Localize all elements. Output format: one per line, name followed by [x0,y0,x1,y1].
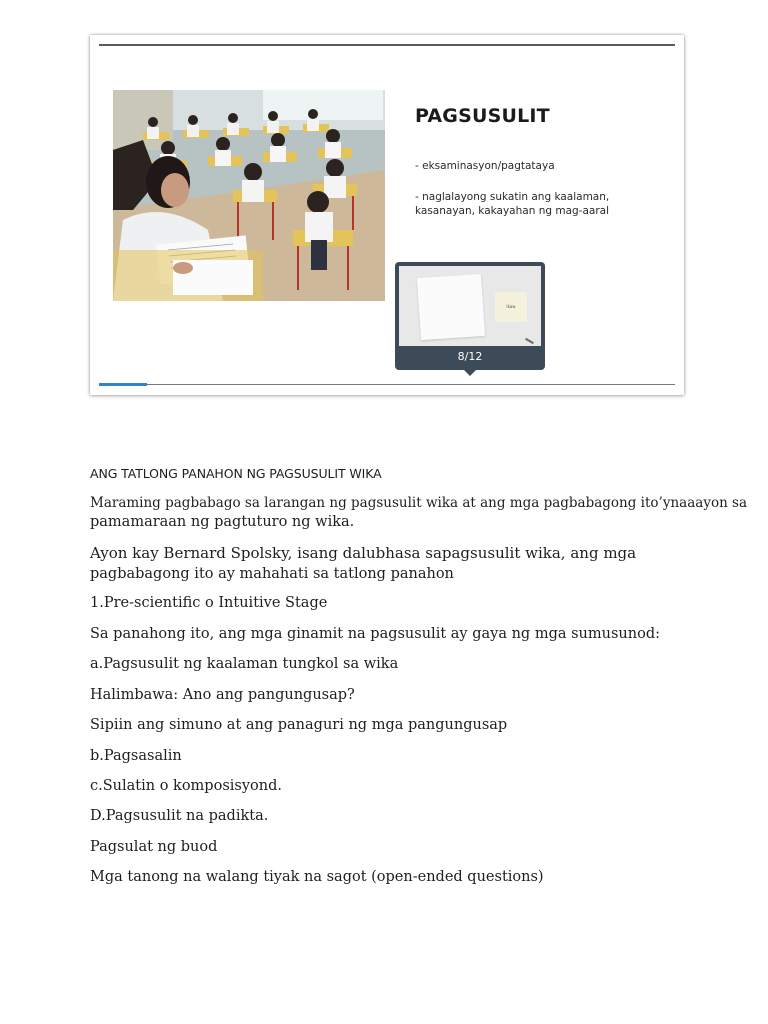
slide-top-rule [99,44,675,46]
paper-sheet [417,274,485,340]
section-heading: ANG TATLONG PANAHON NG PAGSUSULIT WIKA [90,466,382,481]
pen-icon [525,338,534,344]
note-card: Ikaw [495,292,527,322]
list-item: b.Pagsasalin [90,748,182,764]
list-item: Mga tanong na walang tiyak na sagot (open-ended questions) [90,869,544,885]
paragraph-line: Ayon kay Bernard Spolsky, isang dalubhasa sapagsusulit wika, ang mga [90,544,637,562]
thumbnail-image [399,266,541,346]
stage-heading: 1.Pre-scientific o Intuitive Stage [90,595,328,611]
list-item: Sipiin ang simuno at ang panaguri ng mga pangungusap [90,717,508,733]
slide-progress-bar [99,383,147,386]
list-item: a.Pagsusulit ng kaalaman tungkol sa wika [90,656,399,672]
embedded-slide[interactable] [90,35,684,395]
list-item: c.Sulatin o komposisyond. [90,778,282,794]
slide-page-counter: 8/12 [457,350,483,363]
slide-thumbnail-preview[interactable] [395,262,545,370]
slide-title: PAGSUSULIT [415,105,550,127]
slide-progress-track[interactable] [99,384,675,385]
paragraph-line: Maraming pagbabago sa larangan ng pagsusulit wika at ang mga pagbabagong ito’ynaaayon sa [90,495,748,511]
paragraph-line: pagbabagong ito ay mahahati sa tatlong panahon [90,566,454,582]
slide-bullet: - naglalayong sukatin ang kaalaman, kasanayan, kakayahan ng mag-aaral [415,191,610,217]
list-item: D.Pagsusulit na padikta. [90,808,269,824]
paragraph-line: pamamaraan ng pagtuturo ng wika. [90,514,355,530]
paragraph-line: Sa panahong ito, ang mga ginamit na pagsusulit ay gaya ng mga sumusunod: [90,626,660,642]
classroom-exam-photo [113,90,385,301]
list-item: Pagsulat ng buod [90,839,218,855]
list-item: Halimbawa: Ano ang pangungusap? [90,687,355,703]
caret-down-icon [464,370,476,376]
slide-bullet: - eksaminasyon/pagtataya [415,160,555,172]
